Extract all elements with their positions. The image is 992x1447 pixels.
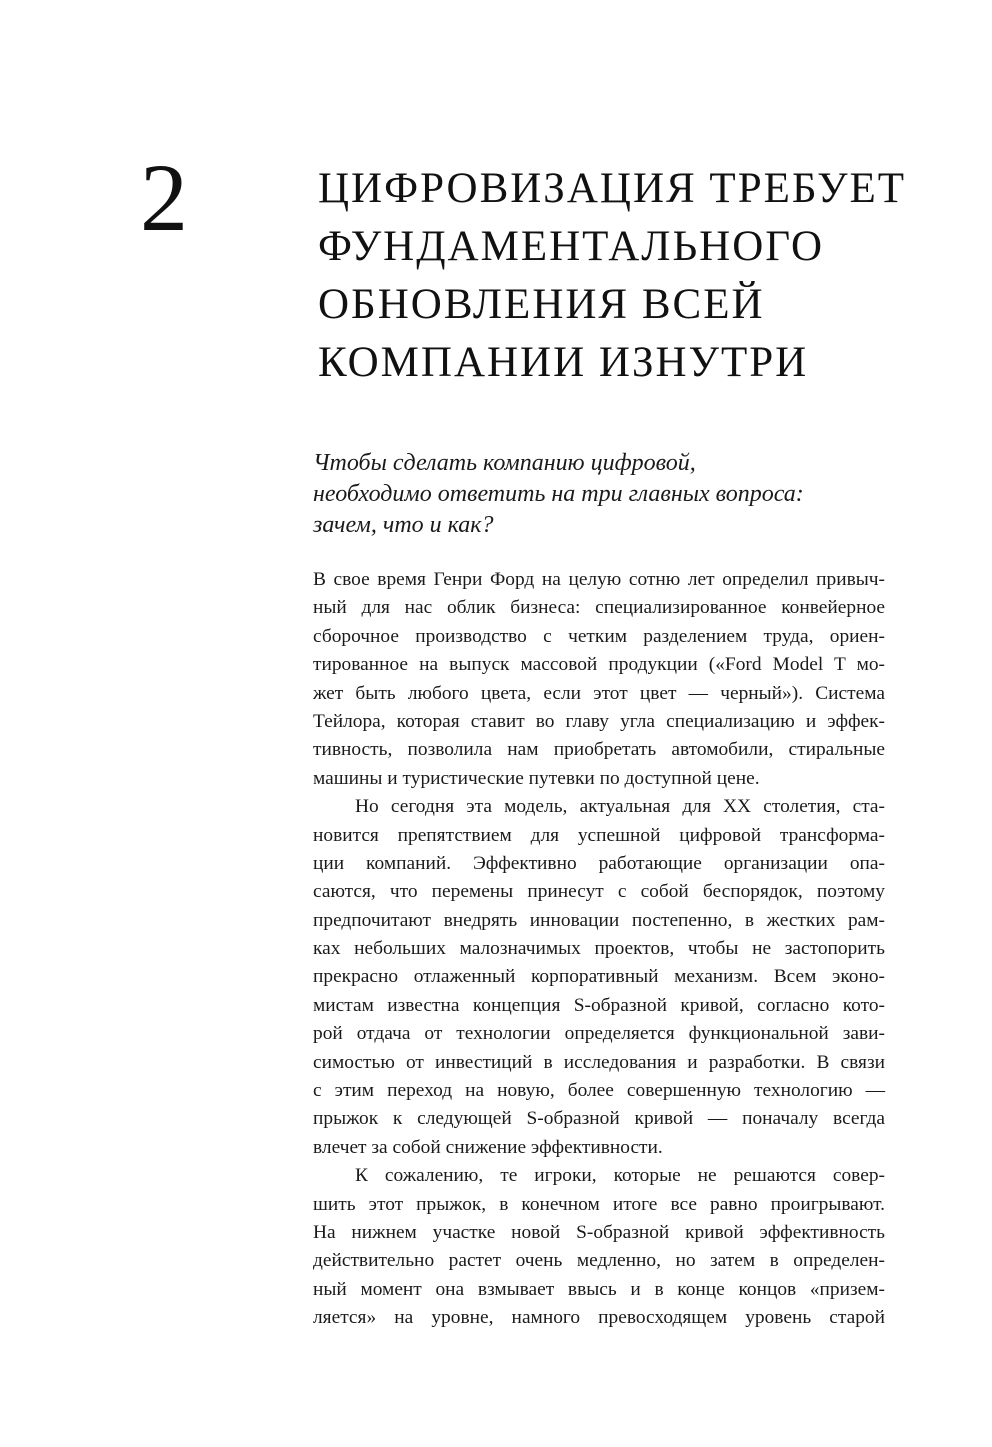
epigraph-line: необходимо ответить на три главных вопроса: — [313, 481, 804, 507]
text-line: В свое время Генри Форд на целую сотню лет определил привыч- — [313, 569, 885, 590]
text-line: ках небольших малозначимых проектов, чтобы не застопорить — [313, 938, 885, 960]
text-line: ляется» на уровне, намного превосходящем уровень старой — [313, 1307, 885, 1329]
text-line: ции компаний. Эффективно работающие организации опа- — [313, 852, 885, 874]
text-line: ный момент она взмывает ввысь и в конце концов «призем- — [313, 1278, 885, 1300]
text-line: мистам известна концепция S-образной кривой, согласно кото- — [313, 994, 885, 1016]
epigraph-line: Чтобы сделать компанию цифровой, — [313, 450, 696, 476]
paragraph — [313, 793, 885, 1162]
chapter-title-line: КОМПАНИИ ИЗНУТРИ — [318, 339, 809, 386]
text-line: прекрасно отлаженный корпоративный механизм. Всем эконо- — [313, 966, 885, 988]
text-line: К сожалению, те игроки, которые не решаются совер- — [355, 1165, 885, 1187]
text-line: влечет за собой снижение эффективности. — [313, 1136, 663, 1158]
chapter-title-line: ОБНОВЛЕНИЯ ВСЕЙ — [318, 281, 765, 328]
text-line: саются, что перемены принесут с собой беспорядок, поэтому — [313, 881, 885, 903]
chapter-title — [318, 160, 918, 392]
paragraph — [313, 1162, 885, 1332]
text-line: тированное на выпуск массовой продукции («Ford Model T мо- — [313, 654, 885, 676]
text-line: сборочное производство с четким разделением труда, ориен- — [313, 625, 885, 647]
body-text — [313, 566, 885, 1333]
chapter-title-line: ЦИФРОВИЗАЦИЯ ТРЕБУЕТ — [318, 165, 907, 212]
text-line: рой отдача от технологии определяется функциональной зави- — [313, 1023, 885, 1045]
text-line: На нижнем участке новой S-образной кривой эффективность — [313, 1221, 885, 1243]
text-line: Но сегодня эта модель, актуальная для XX столетия, ста- — [355, 796, 885, 818]
text-line: новится препятствием для успешной цифровой трансформа- — [313, 824, 885, 846]
epigraph-line: зачем, что и как? — [313, 512, 494, 538]
text-line: Тейлора, которая ставит во главу угла специализацию и эффек- — [313, 710, 885, 732]
text-line: симостью от инвестиций в исследования и разработки. В связи — [313, 1051, 885, 1073]
text-line: предпочитают внедрять инновации постепенно, в жестких рам- — [313, 909, 885, 931]
text-line: ный для нас облик бизнеса: специализированное конвейерное — [313, 597, 885, 619]
chapter-title-line: ФУНДАМЕНТАЛЬНОГО — [318, 223, 825, 270]
chapter-number: 2 — [140, 144, 188, 251]
epigraph — [313, 448, 893, 541]
text-line: действительно растет очень медленно, но затем в определен- — [313, 1250, 885, 1272]
paragraph — [313, 566, 885, 793]
text-line: жет быть любого цвета, если этот цвет — черный»). Система — [313, 682, 885, 704]
text-line: шить этот прыжок, в конечном итоге все равно проигрывают. — [313, 1193, 885, 1215]
text-line: машины и туристические путевки по доступной цене. — [313, 767, 760, 789]
text-line: с этим переход на новую, более совершенную технологию — — [313, 1080, 885, 1102]
text-line: тивность, позволила нам приобретать автомобили, стиральные — [313, 739, 885, 761]
text-line: прыжок к следующей S-образной кривой — поначалу всегда — [313, 1108, 885, 1130]
